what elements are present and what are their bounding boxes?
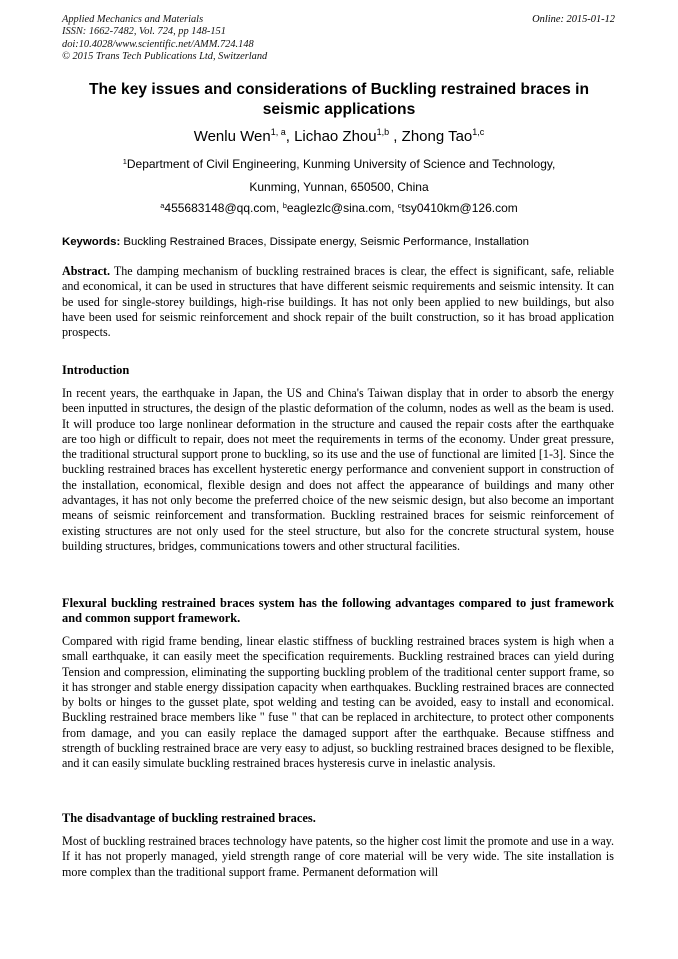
author-superscript: 1,c <box>472 127 485 137</box>
affiliation-superscript: 1 <box>122 157 127 166</box>
introduction-paragraph: In recent years, the earthquake in Japan, the US and China's Taiwan display that in order to absorb the energy been inputted in structures, the design of the plastic deformation of the column, nodes as well as the beam is used. It will produce too large nonlinear deformation in the structure and caused the repair costs after the earthquake are too high or difficult to repair, does not meet the requirements in terms of the economy. Under great pressure, the traditional structural support prone to buckling, so its use and the use of functional are limited [1-3]. Since the buckling restrained braces has excellent hysteretic energy performance and convenient support in construction of the installation, economical, flexible design and does not affect the appearance of buildings and many other advantages, it has not only become the preferred choice of the new seismic design, but also become an important means of seismic reinforcement and transformation. Buckling restrained braces for seismic reinforcement of existing structures are not only used for the steel structure, but also for the concrete structural system, house building structures, bridges, communications towers and other structural facilities. <box>62 386 614 553</box>
author-superscript: 1, a <box>270 127 286 137</box>
section-heading-disadvantage: The disadvantage of buckling restrained braces. <box>62 811 316 825</box>
email-address: 455683148@qq.com <box>164 201 277 215</box>
affiliation-text: Department of Civil Engineering, Kunming University of Science and Technology, <box>126 157 556 171</box>
author-name: Lichao Zhou <box>294 128 377 145</box>
issn-line: ISSN: 1662-7482, Vol. 724, pp 148-151 <box>62 26 226 38</box>
abstract-text: The damping mechanism of buckling restrained braces is clear, the effect is significant, safe, reliable and economical, it can be used in structures that have different seismic requirements and seismic intensity. It can be used for single-storey buildings, high-rise buildings. It has not only been applied to new buildings, but also have been used for seismic reinforcement and shock repair of the built construction, so it has broad application prospects. <box>62 264 614 340</box>
affiliation-line-2: Kunming, Yunnan, 650500, China <box>249 180 429 194</box>
author-list: Wenlu Wen$^{1, a}$, Lichao Zhou$^{1,b}$ , Zhong Tao$^{1,c}$ <box>193 127 485 145</box>
journal-header <box>62 14 267 64</box>
email-address: tsy0410km@126.com <box>401 201 518 215</box>
keywords-line <box>62 235 616 249</box>
copyright-line: © 2015 Trans Tech Publications Ltd, Switzerland <box>62 51 268 63</box>
abstract-paragraph <box>62 264 614 340</box>
email-superscript: b <box>282 201 287 210</box>
email-address: eaglezlc@sina.com <box>286 201 392 215</box>
paper-title: The key issues and considerations of Buckling restrained braces in seismic applications <box>88 81 590 118</box>
section-heading-introduction: Introduction <box>62 363 130 377</box>
author-name: Zhong Tao <box>401 128 473 145</box>
author-superscript: 1,b <box>376 127 390 137</box>
email-superscript: a <box>160 201 165 210</box>
advantages-paragraph: Compared with rigid frame bending, linear elastic stiffness of buckling restrained braces system is high when a small earthquake, it can easily meet the specification requirements. Buckling restrained braces can yield during Tension and compression, eliminating the supporting buckling problem of the traditional center support frame, so it has stronger and stable energy dissipation capacity when earthquakes. Buckling restrained braces are connected by bolts or hinges to the gusset plate, spot welding and testing can be avoided, easy to install and economical. Buckling restrained brace members like " fuse " that can be replaced in architecture, to protect other components from damage, and you can easily replace the damaged support after the earthquake. Because stiffness and strength of buckling restrained brace are very easy to adjust, so buckling restrained braces designed to be flexible, and it can easily simulate buckling restrained braces hysteresis curve in inelastic analysis. <box>62 634 614 771</box>
email-line: $^a$455683148@qq.com, $^b$eaglezlc@sina.com, $^c$tsy0410km@126.com <box>160 201 518 215</box>
online-date: Online: 2015-01-12 <box>532 14 615 25</box>
affiliation-line-1 <box>62 157 616 173</box>
keywords-label: Keywords: <box>62 236 121 248</box>
disadvantage-paragraph: Most of buckling restrained braces technology have patents, so the higher cost limit the promote and use in a way. If it has not properly managed, yield strength range of core material will be very wide. The site installation is more complex than the traditional support frame. Permanent deformation will <box>62 834 614 879</box>
author-name: Wenlu Wen <box>193 128 271 145</box>
email-superscript: c <box>397 201 402 210</box>
doi-line: doi:10.4028/www.scientific.net/AMM.724.148 <box>62 38 254 50</box>
journal-name: Applied Mechanics and Materials <box>62 14 204 25</box>
abstract-label: Abstract. <box>62 264 111 278</box>
keywords-text: Buckling Restrained Braces, Dissipate energy, Seismic Performance, Installation <box>123 236 530 248</box>
section-heading-advantages: Flexural buckling restrained braces system has the following advantages compared to just framework and common support framework. <box>62 596 614 626</box>
